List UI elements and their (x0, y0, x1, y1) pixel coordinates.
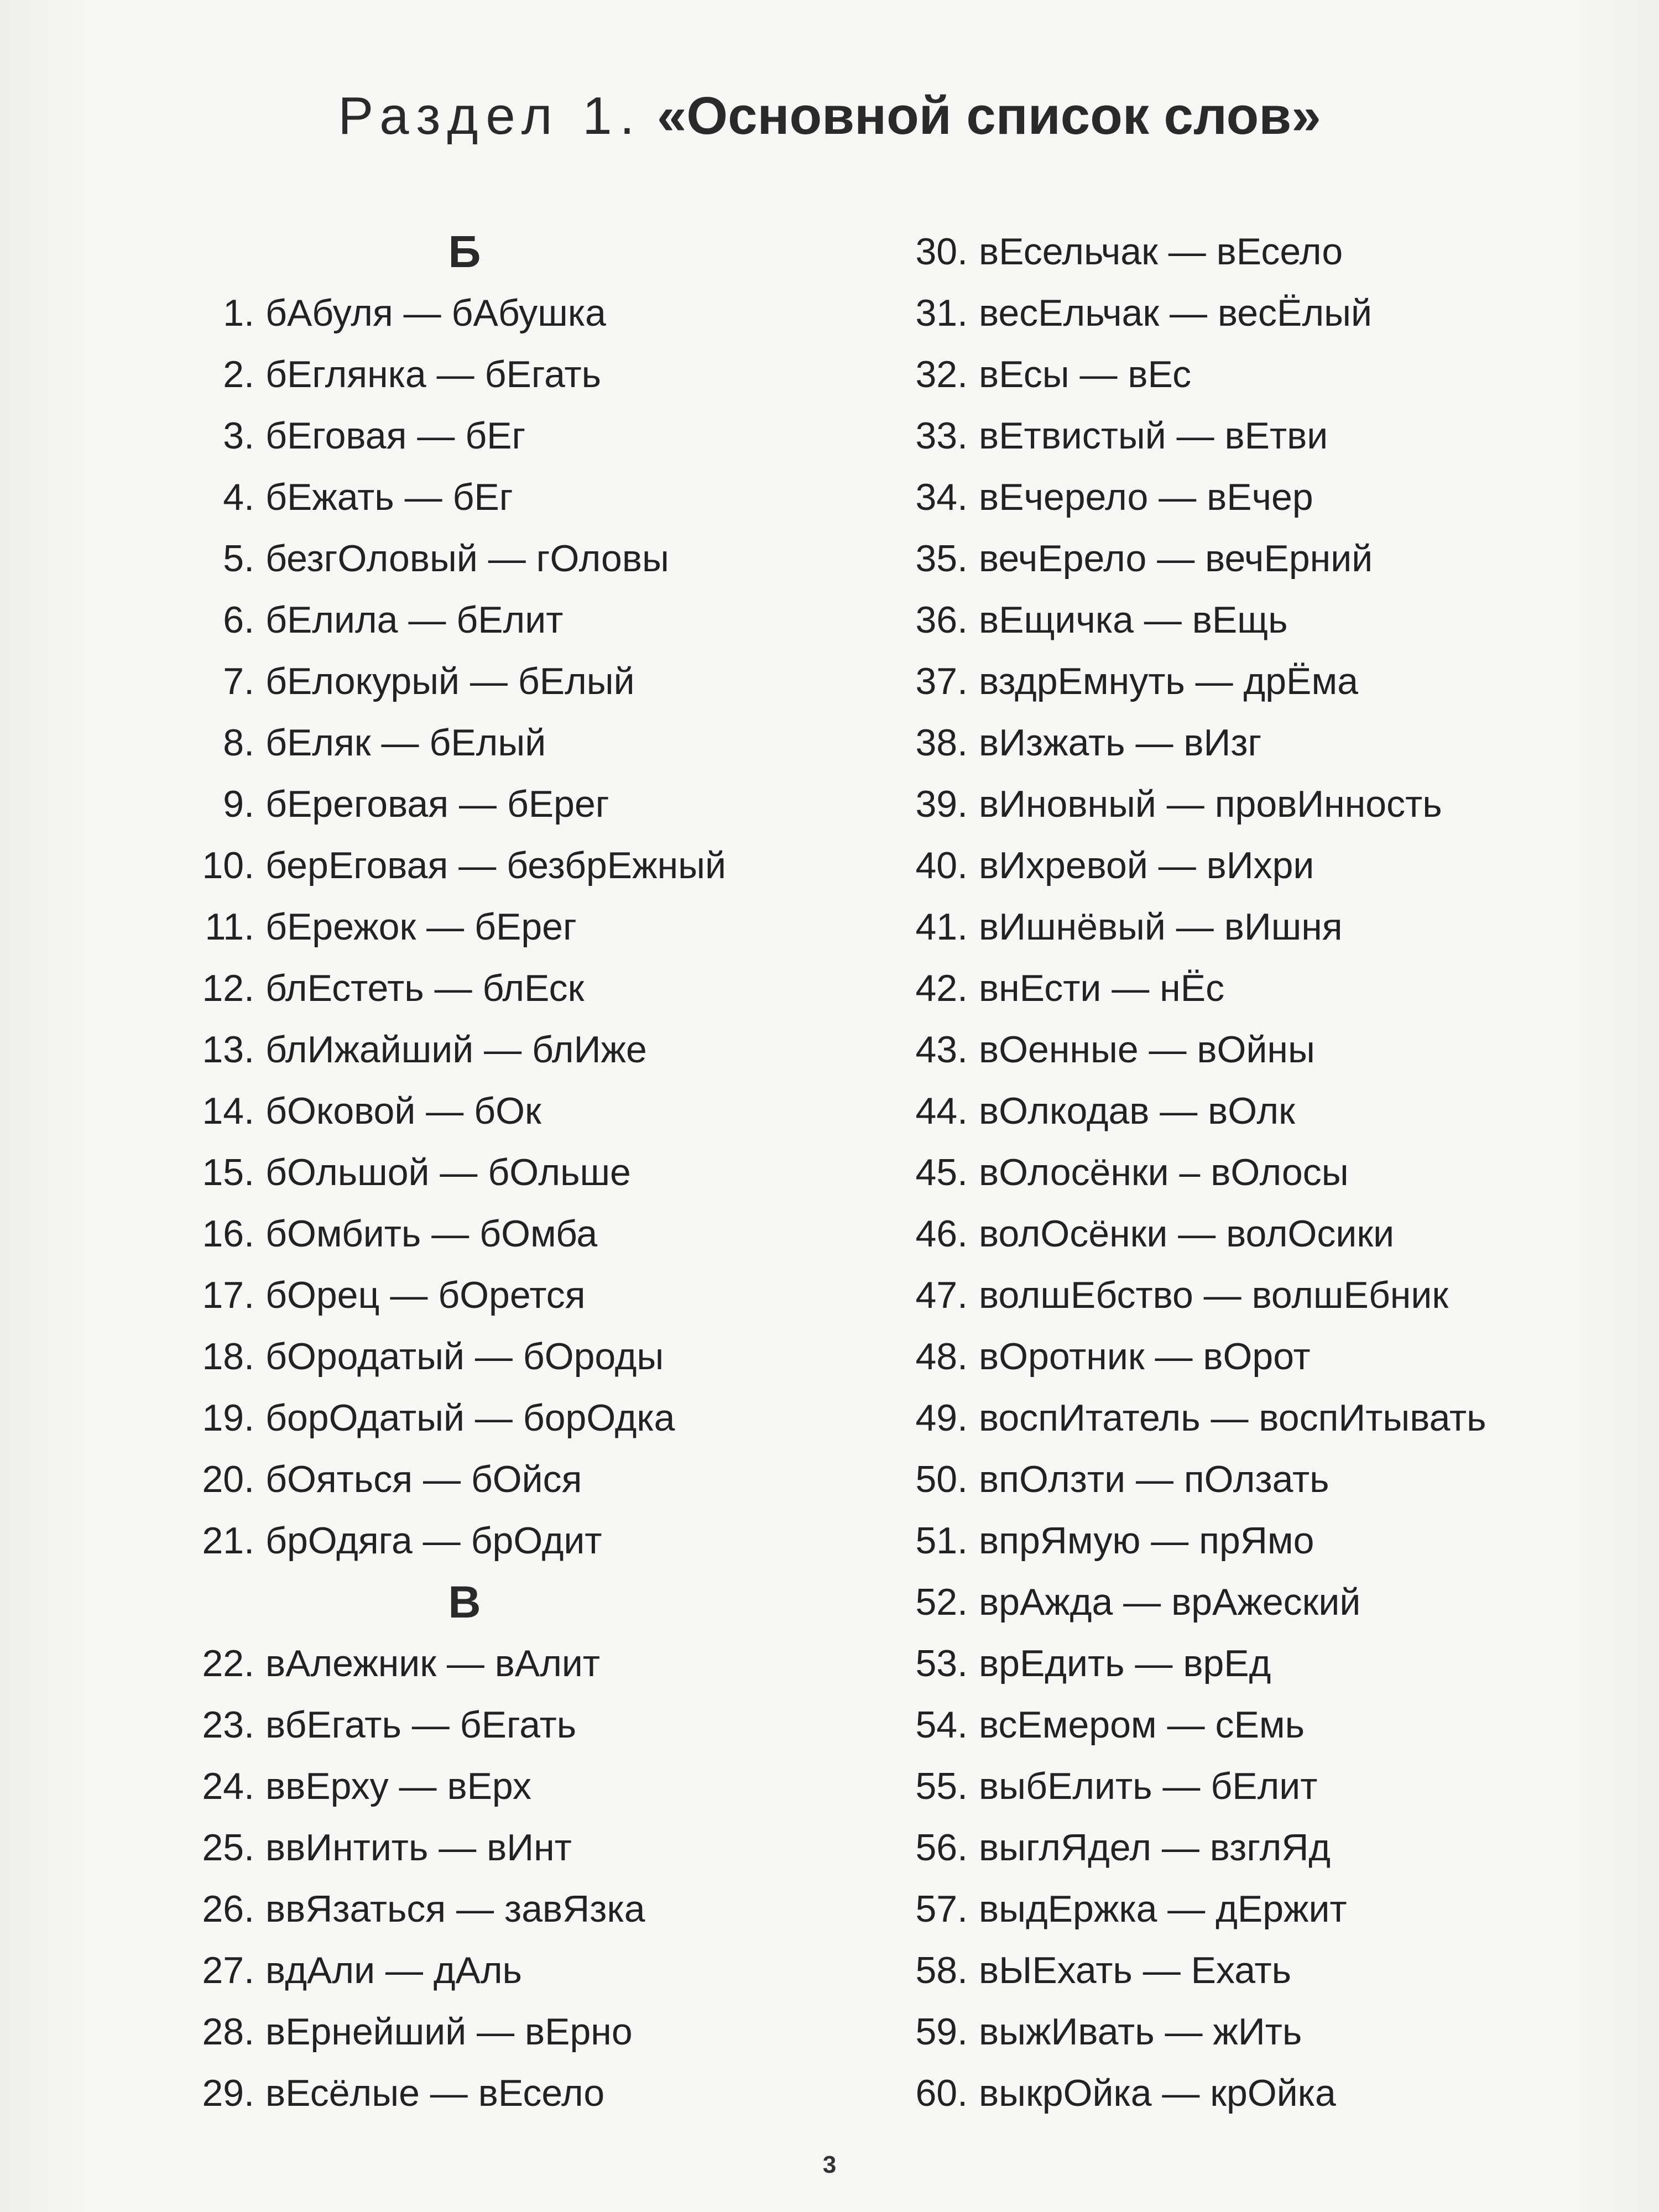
list-item (166, 1756, 846, 1817)
list-item (879, 221, 1504, 283)
item-number: 51. (915, 1520, 968, 1562)
item-words: вОротник — вОрот (979, 1335, 1311, 1378)
item-words: вечЕрело — вечЕрний (979, 538, 1373, 580)
list-item (879, 1879, 1504, 1940)
item-number: 33. (915, 415, 968, 457)
item-number: 35. (915, 538, 968, 580)
item-number: 48. (915, 1335, 968, 1378)
item-number: 53. (915, 1642, 968, 1684)
list-item (879, 1142, 1504, 1203)
item-words: внЕсти — нЁс (979, 967, 1225, 1009)
item-number: 57. (915, 1888, 968, 1930)
item-number: 13. (202, 1029, 254, 1071)
list-item (166, 1817, 846, 1879)
item-words: вИзжать — вИзг (979, 722, 1262, 764)
list-item (879, 283, 1504, 344)
item-number: 31. (915, 292, 968, 334)
list-item (879, 1203, 1504, 1265)
item-number: 5. (223, 538, 254, 580)
list-item (879, 1817, 1504, 1879)
item-number: 25. (202, 1827, 254, 1869)
list-item (166, 1510, 846, 1572)
list-item (879, 1940, 1504, 2001)
item-number: 27. (202, 1949, 254, 1991)
item-words: бЕляк — бЕлый (265, 722, 546, 764)
item-number: 59. (915, 2011, 968, 2053)
list-item (166, 1879, 846, 1940)
item-words: вИновный — провИнность (979, 783, 1442, 825)
list-item (166, 896, 846, 958)
item-words: вЕсельчак — вЕсело (979, 231, 1343, 273)
item-number: 50. (915, 1458, 968, 1500)
item-number: 7. (223, 660, 254, 702)
list-item (166, 2063, 846, 2124)
item-number: 60. (915, 2072, 968, 2114)
item-words: вОенные — вОйны (979, 1029, 1315, 1071)
right-column (879, 221, 1504, 2124)
list-item (166, 774, 846, 835)
item-words: вЕщичка — вЕщь (979, 599, 1288, 641)
item-words: блЕстеть — блЕск (265, 967, 585, 1009)
item-words: бОльшой — бОльше (265, 1151, 631, 1193)
item-words: воспИтатель — воспИтывать (979, 1397, 1486, 1439)
list-item (166, 958, 846, 1019)
item-number: 37. (915, 660, 968, 702)
list-item (166, 1265, 846, 1326)
item-number: 8. (223, 722, 254, 764)
item-words: выкрОйка — крОйка (979, 2072, 1336, 2114)
item-words: вОлосёнки – вОлосы (979, 1151, 1349, 1193)
item-words: бОродатый — бОроды (265, 1335, 664, 1378)
item-words: вЫЕхать — Ехать (979, 1949, 1292, 1991)
item-number: 49. (915, 1397, 968, 1439)
item-number: 10. (202, 844, 254, 886)
item-number: 19. (202, 1397, 254, 1439)
list-item (879, 467, 1504, 528)
item-words: брОдяга — брОдит (265, 1520, 602, 1562)
item-number: 55. (915, 1765, 968, 1807)
item-number: 18. (202, 1335, 254, 1378)
item-words: вЕсы — вЕс (979, 353, 1192, 395)
list-item (879, 774, 1504, 835)
item-number: 38. (915, 722, 968, 764)
list-item (879, 589, 1504, 651)
list-item (166, 2001, 846, 2063)
list-item (879, 1265, 1504, 1326)
list-item (166, 835, 846, 896)
item-words: ввЕрху — вЕрх (265, 1765, 531, 1807)
item-words: всЕмером — сЕмь (979, 1704, 1305, 1746)
left-column (166, 221, 846, 2124)
list-item (879, 1572, 1504, 1633)
list-item (879, 405, 1504, 467)
item-words: впОлзти — пОлзать (979, 1458, 1329, 1500)
list-item (166, 283, 846, 344)
item-number: 46. (915, 1213, 968, 1255)
item-number: 58. (915, 1949, 968, 1991)
item-number: 20. (202, 1458, 254, 1500)
item-number: 29. (202, 2072, 254, 2114)
item-words: выжИвать — жИть (979, 2011, 1302, 2053)
list-item (879, 712, 1504, 774)
item-words: безгОловый — гОловы (265, 538, 669, 580)
item-number: 44. (915, 1090, 968, 1132)
item-words: бОяться — бОйся (265, 1458, 582, 1500)
item-words: бЕреговая — бЕрег (265, 783, 609, 825)
item-number: 36. (915, 599, 968, 641)
list-item (166, 405, 846, 467)
item-number: 28. (202, 2011, 254, 2053)
list-item (879, 896, 1504, 958)
item-words: бЕговая — бЕг (265, 415, 526, 457)
item-words: вАлежник — вАлит (265, 1642, 601, 1684)
item-words: бЕлокурый — бЕлый (265, 660, 635, 702)
item-words: бЕжать — бЕг (265, 476, 513, 518)
list-item (166, 1081, 846, 1142)
item-number: 3. (223, 415, 254, 457)
item-words: ввИнтить — вИнт (265, 1827, 572, 1869)
item-number: 24. (202, 1765, 254, 1807)
item-number: 30. (915, 231, 968, 273)
list-item (166, 1449, 846, 1510)
item-number: 23. (202, 1704, 254, 1746)
list-item (166, 1019, 846, 1081)
list-item (879, 1081, 1504, 1142)
item-number: 34. (915, 476, 968, 518)
item-number: 11. (205, 906, 254, 948)
item-words: выглЯдел — взглЯд (979, 1827, 1331, 1869)
title-section-number: Раздел 1. (338, 86, 643, 145)
list-item (879, 1326, 1504, 1387)
list-item (879, 1387, 1504, 1449)
item-number: 6. (223, 599, 254, 641)
list-item (879, 1510, 1504, 1572)
item-words: выдЕржка — дЕржит (979, 1888, 1347, 1930)
item-words: вздрЕмнуть — дрЁма (979, 660, 1359, 702)
item-words: бАбуля — бАбушка (265, 292, 606, 334)
list-item (879, 2001, 1504, 2063)
list-item (879, 2063, 1504, 2124)
item-words: блИжайший — блИже (265, 1029, 647, 1071)
item-words: берЕговая — безбрЕжный (265, 844, 727, 886)
item-words: бЕрежок — бЕрег (265, 906, 577, 948)
item-words: врЕдить — врЕд (979, 1642, 1271, 1684)
list-item (879, 1694, 1504, 1756)
item-words: вЕрнейший — вЕрно (265, 2011, 633, 2053)
list-item (879, 958, 1504, 1019)
list-item (166, 1694, 846, 1756)
item-words: вОлкодав — вОлк (979, 1090, 1295, 1132)
section-letter-b: Б (448, 227, 481, 277)
item-number: 56. (915, 1827, 968, 1869)
item-number: 39. (915, 783, 968, 825)
item-words: ввЯзаться — завЯзка (265, 1888, 645, 1930)
list-item (166, 1326, 846, 1387)
item-number: 42. (915, 967, 968, 1009)
item-number: 54. (915, 1704, 968, 1746)
list-item (166, 1203, 846, 1265)
item-number: 32. (915, 353, 968, 395)
item-number: 22. (202, 1642, 254, 1684)
item-words: бЕлила — бЕлит (265, 599, 564, 641)
item-words: впрЯмую — прЯмо (979, 1520, 1314, 1562)
item-words: весЕльчак — весЁлый (979, 292, 1372, 334)
item-words: вбЕгать — бЕгать (265, 1704, 577, 1746)
list-item (166, 1940, 846, 2001)
item-number: 47. (915, 1274, 968, 1316)
list-item (879, 1633, 1504, 1694)
item-number: 21. (202, 1520, 254, 1562)
item-words: вИшнёвый — вИшня (979, 906, 1343, 948)
list-item (879, 528, 1504, 589)
item-number: 16. (202, 1213, 254, 1255)
title-section-name: «Основной список слов» (657, 86, 1321, 145)
section-letter-v: В (448, 1577, 481, 1627)
item-number: 9. (223, 783, 254, 825)
item-number: 12. (202, 967, 254, 1009)
item-number: 17. (202, 1274, 254, 1316)
item-words: волшЕбство — волшЕбник (979, 1274, 1449, 1316)
item-number: 41. (915, 906, 968, 948)
item-words: борОдатый — борОдка (265, 1397, 675, 1439)
list-item (879, 1019, 1504, 1081)
list-item (166, 1633, 846, 1694)
list-item (166, 712, 846, 774)
item-words: бОковой — бОк (265, 1090, 541, 1132)
item-number: 45. (915, 1151, 968, 1193)
item-words: волОсёнки — волОсики (979, 1213, 1395, 1255)
item-number: 14. (202, 1090, 254, 1132)
item-number: 43. (915, 1029, 968, 1071)
list-item (166, 467, 846, 528)
item-number: 26. (202, 1888, 254, 1930)
item-words: врАжда — врАжеский (979, 1581, 1361, 1623)
page-title (0, 83, 1659, 149)
list-item (166, 1142, 846, 1203)
list-item (879, 1449, 1504, 1510)
item-words: вдАли — дАль (265, 1949, 522, 1991)
list-item (879, 1756, 1504, 1817)
item-number: 4. (223, 476, 254, 518)
list-item (879, 344, 1504, 405)
item-number: 52. (915, 1581, 968, 1623)
item-number: 40. (915, 844, 968, 886)
item-words: вЕчерело — вЕчер (979, 476, 1313, 518)
page-number: 3 (822, 2151, 837, 2178)
item-words: бЕглянка — бЕгать (265, 353, 602, 395)
list-item (879, 835, 1504, 896)
item-number: 15. (202, 1151, 254, 1193)
item-words: бОмбить — бОмба (265, 1213, 598, 1255)
item-words: вЕсёлые — вЕсело (265, 2072, 605, 2114)
item-words: вИхревой — вИхри (979, 844, 1314, 886)
list-item (166, 344, 846, 405)
list-item (166, 589, 846, 651)
item-words: выбЕлить — бЕлит (979, 1765, 1318, 1807)
list-item (166, 528, 846, 589)
item-number: 2. (223, 353, 254, 395)
list-item (166, 1387, 846, 1449)
list-item (166, 651, 846, 712)
item-words: бОрец — бОрется (265, 1274, 586, 1316)
item-number: 1. (223, 292, 254, 334)
item-words: вЕтвистый — вЕтви (979, 415, 1328, 457)
list-item (879, 651, 1504, 712)
